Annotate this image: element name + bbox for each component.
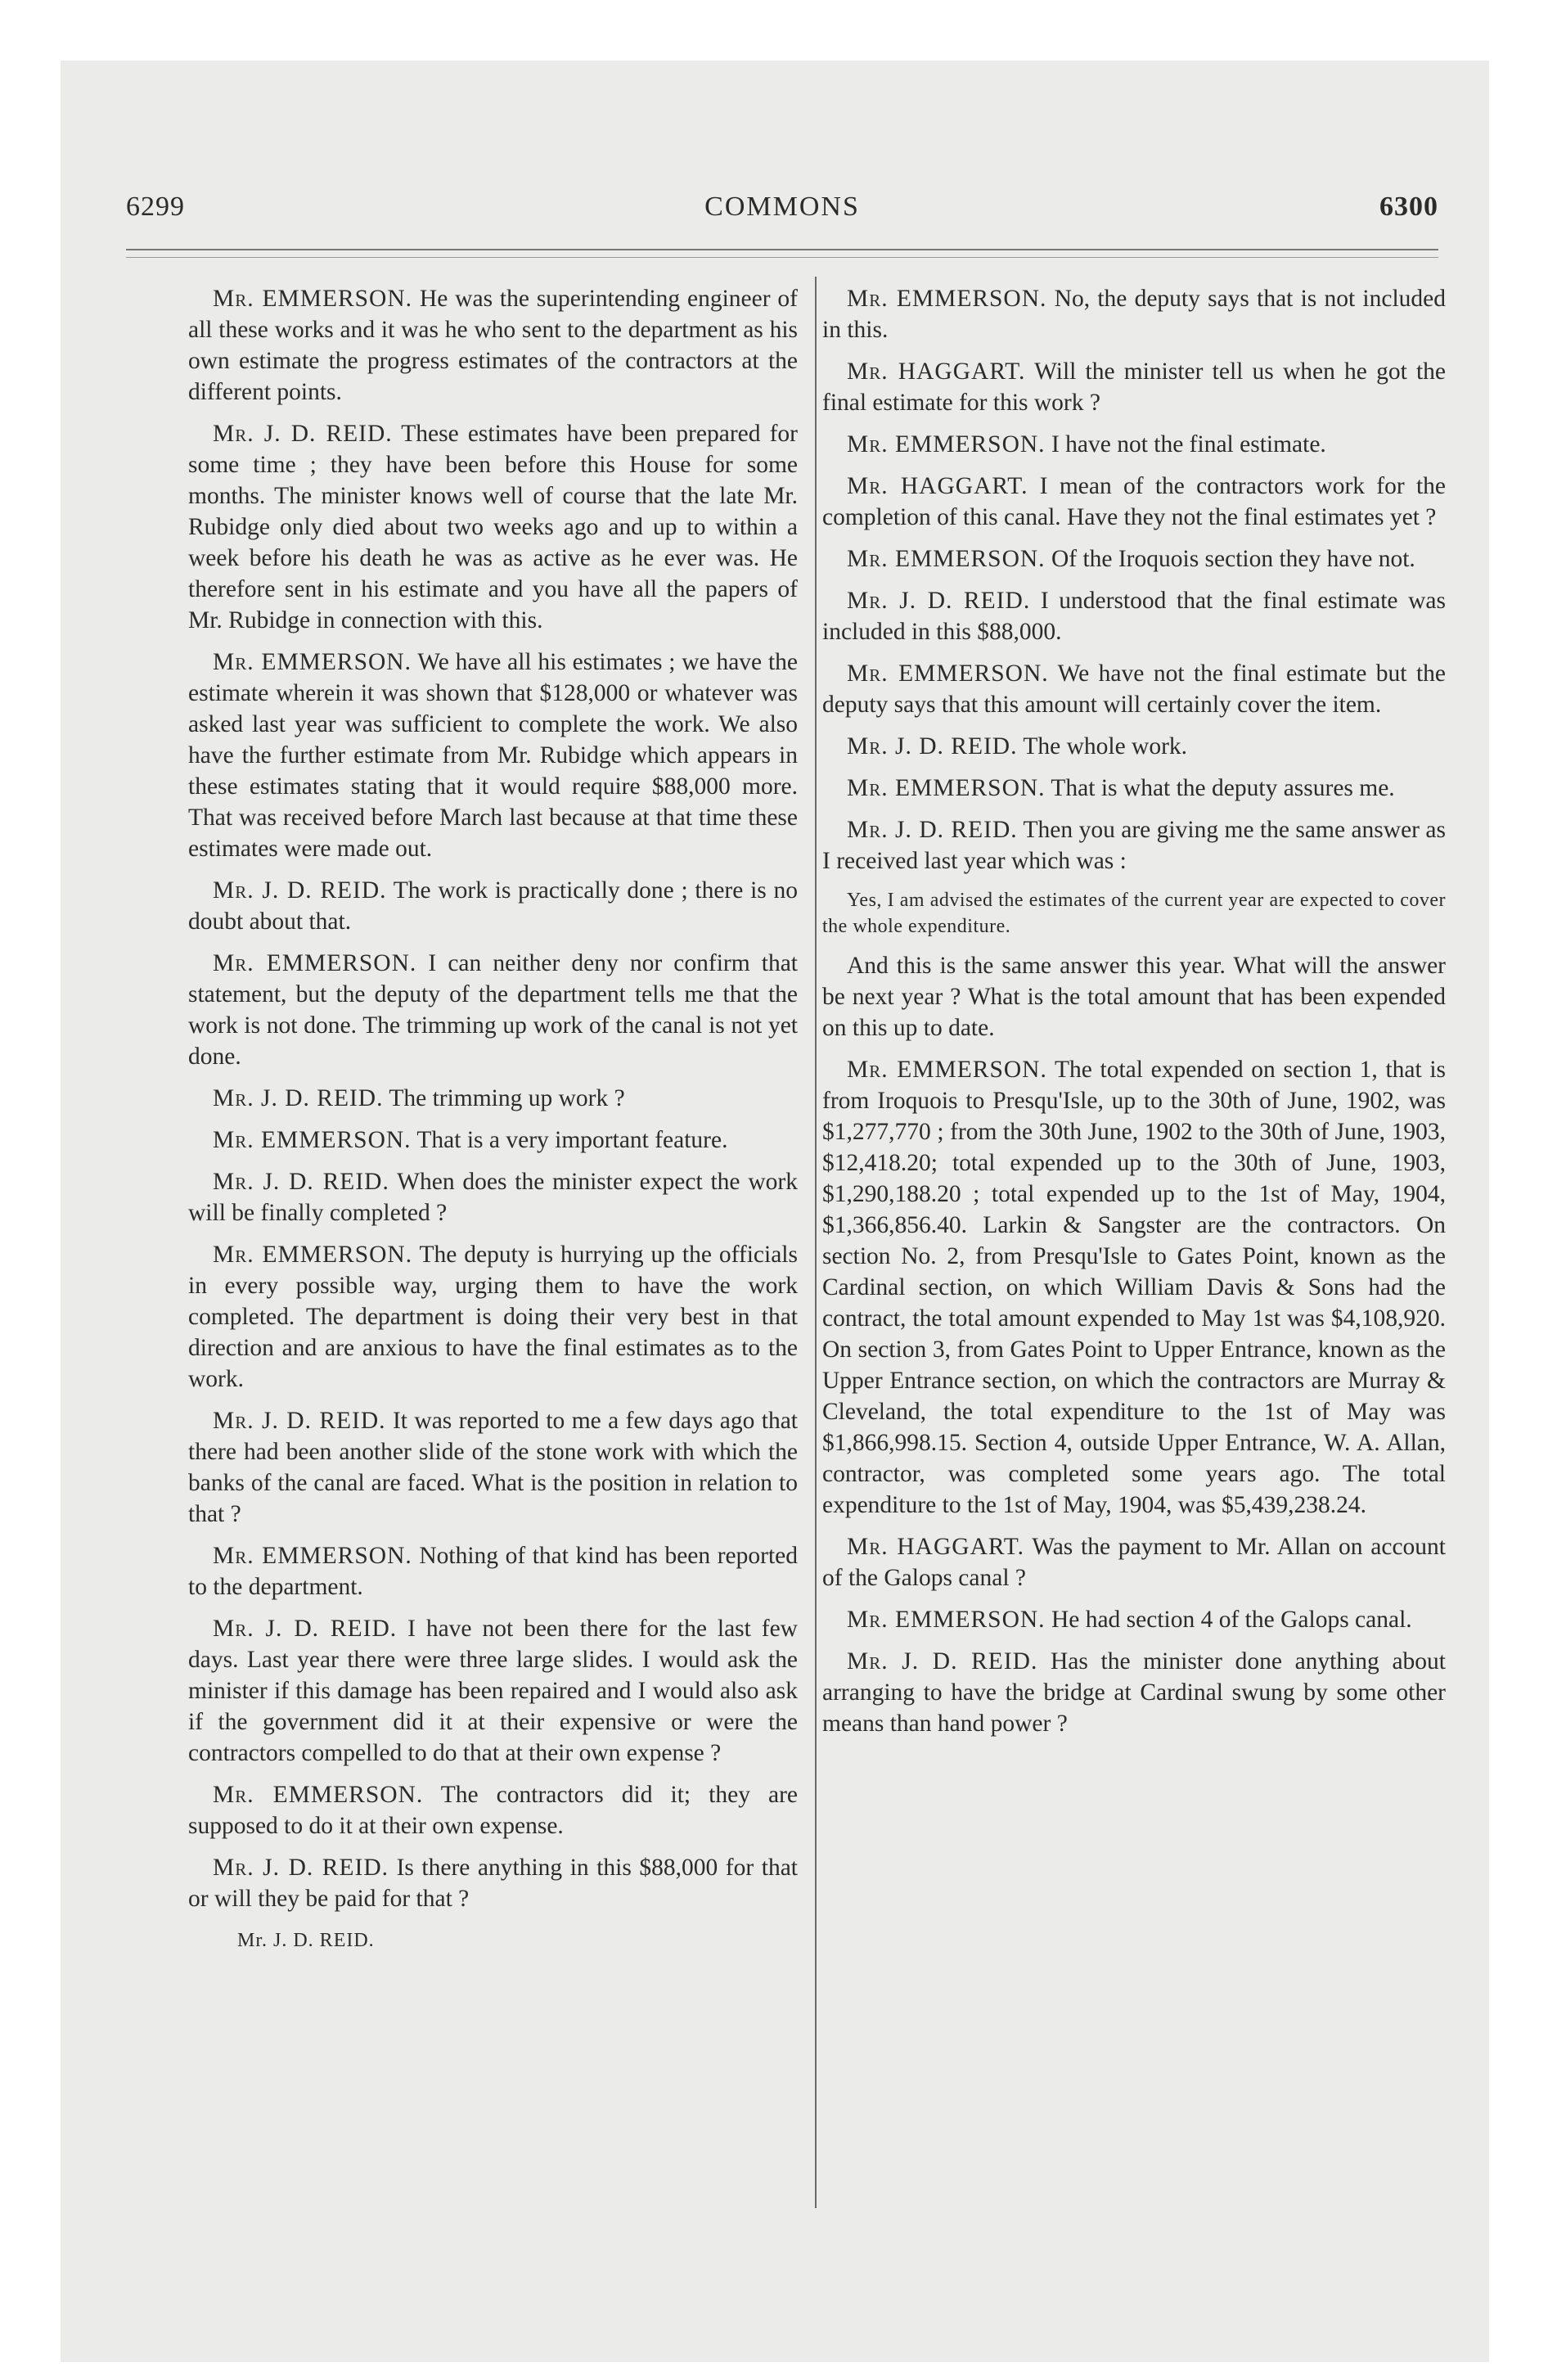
speaker: Mr. J. D. REID. <box>847 733 1018 760</box>
paragraph <box>822 429 1446 460</box>
speech: That is a very important feature. <box>416 1127 728 1153</box>
paragraph <box>188 1166 798 1228</box>
speech: Has the minister done anything about arranging to have the bridge at Cardinal swung by some other means than hand power ? <box>822 1648 1447 1737</box>
paragraph <box>822 356 1446 418</box>
right-column <box>822 283 1446 1750</box>
speech: Is there anything in this $88,000 for that or will they be paid for that ? <box>188 1855 798 1912</box>
speech: We have all his estimates ; we have the estimate wherein it was shown that $128,000 or whatever was asked last year was sufficient to complete the work. We also have the further estimate from Mr. Rubidge which appears in these estimates stating that it would require $88,000 more. That was received before March last because at that time these estimates were made out. <box>188 649 798 862</box>
paragraph <box>188 1083 798 1114</box>
speaker: Mr. EMMERSON. <box>847 431 1046 458</box>
paragraph <box>188 1779 798 1841</box>
paragraph <box>822 731 1446 762</box>
speech: The work is practically done ; there is no doubt about that. <box>188 877 798 935</box>
speaker: Mr. J. D. REID. <box>847 1648 1038 1675</box>
paragraph <box>188 1540 798 1602</box>
speech: I have not the final estimate. <box>1051 431 1326 458</box>
paragraph <box>188 948 798 1072</box>
paragraph <box>188 1852 798 1914</box>
speaker: Mr. J. D. REID. <box>213 1169 389 1195</box>
speaker: Mr. J. D. REID. <box>213 1085 384 1111</box>
paragraph <box>188 1405 798 1530</box>
speaker: Mr. EMMERSON. <box>847 660 1049 687</box>
speaker: Mr. EMMERSON. <box>213 1782 424 1808</box>
speaker: Mr. J. D. REID. <box>213 421 393 447</box>
paragraph <box>188 283 798 408</box>
speech: The whole work. <box>1023 733 1188 760</box>
paragraph <box>188 418 798 636</box>
paragraph <box>822 1646 1446 1739</box>
paragraph <box>188 875 798 937</box>
speaker: Mr. HAGGART. <box>847 473 1028 499</box>
paragraph <box>822 471 1446 533</box>
speaker: Mr. J. D. REID. <box>213 877 387 904</box>
paragraph <box>188 1125 798 1156</box>
speaker: Mr. EMMERSON. <box>847 1607 1046 1633</box>
speaker: Mr. J. D. REID. <box>847 817 1018 843</box>
speech: These estimates have been prepared for some time ; they have been before this House for some months. The minister knows well of course that the late Mr. Rubidge only died about two weeks ago and up to within a week before his death he was as active as he ever was. He therefore sent in his estimate and you have all the papers of Mr. Rubidge in connection with this. <box>188 421 798 633</box>
catchword: Mr. J. D. REID. <box>237 1930 375 1951</box>
paragraph <box>822 585 1446 647</box>
speaker: Mr. J. D. REID. <box>847 588 1031 614</box>
speech: We have not the final estimate but the deputy says that this amount will certainly cover the item. <box>822 660 1447 718</box>
paragraph <box>822 773 1446 804</box>
paragraph <box>822 814 1446 877</box>
speech: I understood that the final estimate was included in this $88,000. <box>822 588 1446 645</box>
left-page-number: 6299 <box>126 192 185 222</box>
speaker: Mr. HAGGART. <box>847 1534 1024 1560</box>
speech: Was the payment to Mr. Allan on account of the Galops canal ? <box>822 1534 1447 1591</box>
speech: No, the deputy says that is not included in this. <box>822 286 1447 343</box>
speech: When does the minister expect the work will be finally completed ? <box>188 1169 798 1226</box>
speaker: Mr. EMMERSON. <box>213 1543 412 1569</box>
paragraph <box>822 1604 1446 1635</box>
speaker: Mr. EMMERSON. <box>847 286 1047 312</box>
speech: The total expended on section 1, that is from Iroquois to Presqu'Isle, up to the 30th of June, 1902, was $1,277,770 ; from the 30th June, 1902 to the 30th of June, 1903, $12,418.20; total expended up to the 30th of June, 1903, $1,290,188.20 ; total expended up to the 1st of May, 1904, $1,366,856.40. Larkin & Sangster are the contractors. On section No. 2, from Presqu'Isle to Gates Point, known as the Cardinal section, on which William Davis & Sons had the contract, the total amount expended to May 1st was $4,108,920. On section 3, from Gates Point to Upper Entrance, known as the Upper Entrance section, on which the contractors are Murray & Cleveland, the total expenditure to the 1st of May was $1,866,998.15. Section 4, outside Upper Entrance, W. A. Allan, contractor, was completed some years ago. The total expenditure to the 1st of May, 1904, was $5,439,238.24. <box>822 1057 1447 1518</box>
speaker: Mr. EMMERSON. <box>213 286 413 312</box>
paragraph <box>822 658 1446 720</box>
speaker: Mr. J. D. REID. <box>213 1616 398 1642</box>
speech: Nothing of that kind has been reported to the department. <box>188 1543 798 1600</box>
paragraph <box>188 1613 798 1769</box>
speaker: Mr. EMMERSON. <box>213 1127 412 1153</box>
running-title: COMMONS <box>704 192 860 222</box>
speaker: Mr. EMMERSON. <box>213 950 417 976</box>
header-rule-thin <box>126 257 1438 258</box>
paragraph <box>822 543 1446 575</box>
speech: He was the superintending engineer of all these works and it was he who sent to the department as his own estimate the progress estimates of the contractors at the different points. <box>188 286 798 405</box>
speaker: Mr. HAGGART. <box>847 358 1026 385</box>
speech: Then you are giving me the same answer as I received last year which was : <box>822 817 1447 874</box>
speaker: Mr. EMMERSON. <box>213 649 412 675</box>
speech: The deputy is hurrying up the officials in every possible way, urging them to have the work completed. The department is doing their very best in that direction and are anxious to have the final estimates as to the work. <box>188 1242 798 1392</box>
speaker: Mr. J. D. REID. <box>213 1855 389 1881</box>
speech: The trimming up work ? <box>389 1085 625 1111</box>
paragraph <box>188 647 798 864</box>
header-rule <box>126 249 1438 250</box>
speech: I have not been there for the last few days. Last year there were three large slides. I would ask the minister if this damage has been repaired and I would also ask if the government did it at their expensive or were the contractors compelled to do that at their own expense ? <box>188 1616 798 1766</box>
speaker: Mr. EMMERSON. <box>847 775 1046 801</box>
speech: It was reported to me a few days ago that there had been another slide of the stone work with which the banks of the canal are faced. What is the position in relation to that ? <box>188 1408 798 1527</box>
column-divider <box>815 277 817 2208</box>
left-column <box>188 283 798 1967</box>
page-header <box>126 192 1438 224</box>
paragraph <box>188 1239 798 1395</box>
speech: That is what the deputy assures me. <box>1051 775 1395 801</box>
speech: The contractors did it; they are supposed to do it at their own expense. <box>188 1782 799 1839</box>
paragraph <box>822 1531 1446 1593</box>
speech: Will the minister tell us when he got the final estimate for this work ? <box>822 358 1446 416</box>
speaker: Mr. EMMERSON. <box>847 546 1046 572</box>
right-page-number: 6300 <box>1379 192 1438 222</box>
speaker: Mr. EMMERSON. <box>213 1242 413 1268</box>
paragraph: And this is the same answer this year. What will the answer be next year ? What is the total amount that has been expended on this up to date. <box>822 953 1446 1041</box>
quoted-answer: Yes, I am advised the estimates of the current year are expected to cover the whole expenditure. <box>822 890 1446 937</box>
paragraph <box>822 283 1446 345</box>
speaker: Mr. EMMERSON. <box>847 1057 1047 1083</box>
speech: I mean of the contractors work for the completion of this canal. Have they not the final estimates yet ? <box>822 473 1446 530</box>
speech: I can neither deny nor confirm that statement, but the deputy of the department tells me that the work is not done. The trimming up work of the canal is not yet done. <box>188 950 799 1070</box>
speech: He had section 4 of the Galops canal. <box>1051 1607 1412 1633</box>
speaker: Mr. J. D. REID. <box>213 1408 386 1434</box>
paragraph <box>822 1054 1446 1521</box>
speech: Of the Iroquois section they have not. <box>1051 546 1415 572</box>
